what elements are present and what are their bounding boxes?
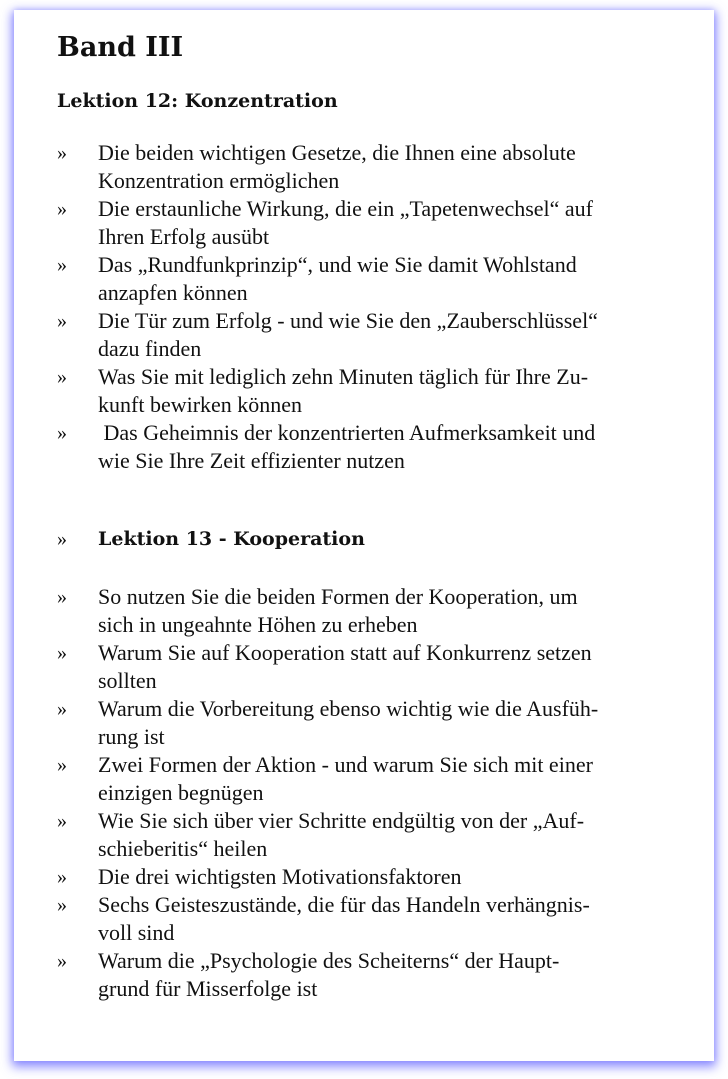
bullet-icon: » (57, 254, 67, 276)
bullet-icon: » (57, 894, 67, 916)
bullet-icon: » (57, 950, 67, 972)
lektion-13-list (57, 583, 697, 1003)
bullet-icon: » (57, 586, 67, 608)
bullet-icon: » (57, 366, 67, 388)
list-item (57, 251, 697, 307)
list-item-line: rung ist (98, 724, 165, 749)
list-item-line: voll sind (98, 920, 175, 945)
document-card (14, 10, 714, 1061)
list-item-line: Das Geheimnis der konzentrierten Aufmerksamkeit und (98, 420, 596, 445)
list-item (57, 139, 697, 195)
list-item (57, 947, 697, 1003)
list-item-line: Konzentration ermöglichen (98, 168, 340, 193)
list-item (57, 863, 697, 891)
list-item (57, 891, 697, 947)
list-item-line: sollten (98, 668, 157, 693)
section-heading-text: Lektion 13 - Kooperation (98, 528, 365, 550)
list-item-line: Warum Sie auf Kooperation statt auf Konkurrenz setzen (98, 640, 592, 665)
bullet-icon: » (57, 198, 67, 220)
list-item-line: anzapfen können (98, 280, 248, 305)
list-item-line: Sechs Geisteszustände, die für das Handeln verhängnis- (98, 892, 590, 917)
bullet-icon: » (57, 698, 67, 720)
list-item-line: grund für Misserfolge ist (98, 976, 318, 1001)
bullet-icon: » (57, 422, 67, 444)
bullet-icon: » (57, 142, 67, 164)
page-title: Band III (57, 32, 184, 63)
list-item (57, 807, 697, 863)
bullet-icon: » (57, 810, 67, 832)
list-item (57, 751, 697, 807)
bullet-icon: » (57, 754, 67, 776)
list-item (57, 583, 697, 639)
section-heading-lektion-13 (57, 525, 697, 553)
list-item-line: Die beiden wichtigen Gesetze, die Ihnen eine absolute (98, 140, 576, 165)
list-item-line: einzigen begnügen (98, 780, 264, 805)
list-item-line: Das „Rundfunkprinzip“, und wie Sie damit Wohlstand (98, 252, 577, 277)
list-item-line: So nutzen Sie die beiden Formen der Kooperation, um (98, 584, 578, 609)
list-item (57, 363, 697, 419)
list-item-line: Die drei wichtigsten Motivationsfaktoren (98, 864, 462, 889)
bullet-icon: » (57, 642, 67, 664)
list-item-line: Warum die „Psychologie des Scheiterns“ der Haupt- (98, 948, 560, 973)
list-item (57, 419, 697, 475)
list-item (57, 307, 697, 363)
list-item (57, 639, 697, 695)
list-item-line: Zwei Formen der Aktion - und warum Sie sich mit einer (98, 752, 593, 777)
section-heading-lektion-12: Lektion 12: Konzentration (57, 90, 338, 112)
bullet-icon: » (57, 528, 67, 550)
list-item-line: kunft bewirken können (98, 392, 303, 417)
list-item-line: dazu finden (98, 336, 202, 361)
list-item (57, 695, 697, 751)
list-item-line: sich in ungeahnte Höhen zu erheben (98, 612, 418, 637)
list-item-line: schieberitis“ heilen (98, 836, 268, 861)
document-content (57, 28, 697, 1003)
bullet-icon: » (57, 310, 67, 332)
list-item-line: Die Tür zum Erfolg - und wie Sie den „Zauberschlüssel“ (98, 308, 598, 333)
list-item-line: Was Sie mit lediglich zehn Minuten täglich für Ihre Zu- (98, 364, 589, 389)
list-item-line: Wie Sie sich über vier Schritte endgültig von der „Auf- (98, 808, 585, 833)
list-item-line: wie Sie Ihre Zeit effizienter nutzen (98, 448, 405, 473)
lektion-12-list (57, 139, 697, 475)
list-item (57, 195, 697, 251)
list-item-line: Die erstaunliche Wirkung, die ein „Tapetenwechsel“ auf (98, 196, 594, 221)
list-item-line: Warum die Vorbereitung ebenso wichtig wie die Ausfüh- (98, 696, 599, 721)
list-item-line: Ihren Erfolg ausübt (98, 224, 270, 249)
bullet-icon: » (57, 866, 67, 888)
